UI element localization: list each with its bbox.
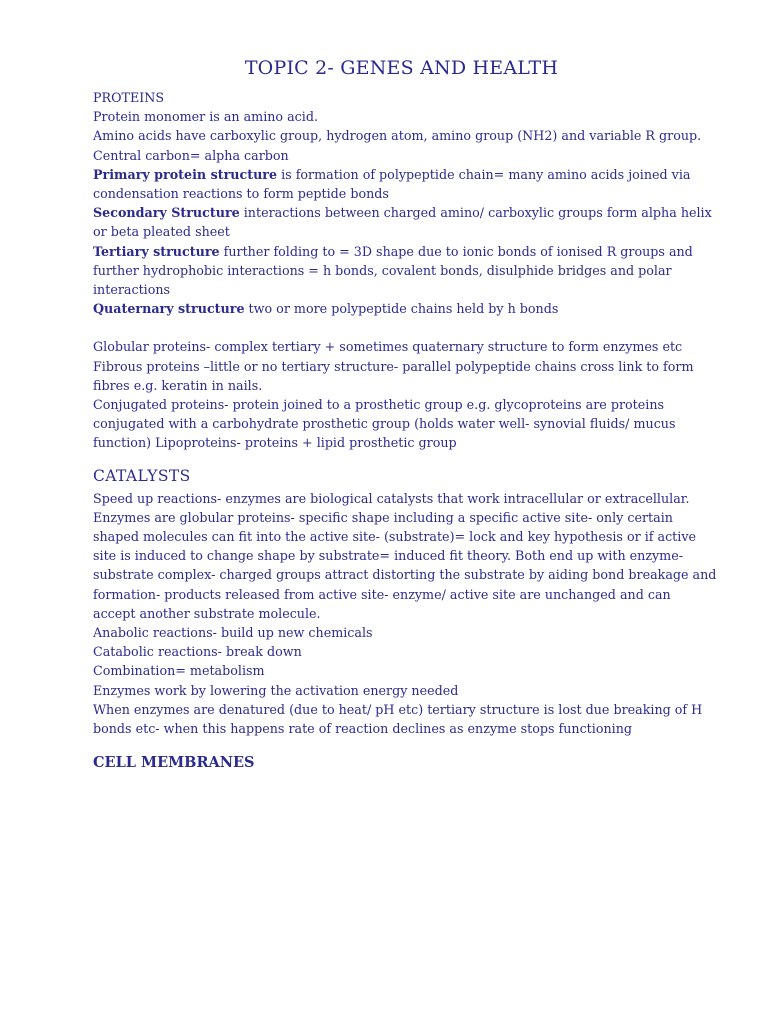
primary-structure-line bbox=[93, 165, 710, 184]
proteins-section bbox=[93, 88, 710, 453]
catalysts-line: Anabolic reactions- build up new chemicals bbox=[93, 625, 373, 641]
proteins-line: Amino acids have carboxylic group, hydrogen atom, amino group (NH2) and variable R group. bbox=[93, 128, 702, 144]
catalysts-line: formation- products released from active site- enzyme/ active site are unchanged and can bbox=[93, 586, 671, 602]
catalysts-line: Catabolic reactions- break down bbox=[93, 644, 302, 660]
quaternary-structure-text: two or more polypeptide chains held by h bonds bbox=[244, 301, 559, 317]
protein-types-line: conjugated with a carbohydrate prosthetic group (holds water well- synovial fluids/ mucus bbox=[93, 416, 676, 432]
catalysts-line: substrate complex- charged groups attract distorting the substrate by aiding bond breakage and bbox=[93, 567, 717, 583]
cell-membranes-heading: CELL MEMBRANES bbox=[93, 754, 255, 772]
proteins-heading: PROTEINS bbox=[93, 90, 165, 105]
catalysts-line: accept another substrate molecule. bbox=[93, 605, 321, 621]
catalysts-line: Enzymes work by lowering the activation energy needed bbox=[93, 682, 459, 698]
tertiary-structure-text: further folding to = 3D shape due to ionic bonds of ionised R groups and bbox=[219, 243, 693, 259]
secondary-structure-text: interactions between charged amino/ carboxylic groups form alpha helix bbox=[239, 205, 712, 221]
catalysts-heading: CATALYSTS bbox=[93, 466, 191, 485]
catalysts-line: Speed up reactions- enzymes are biological catalysts that work intracellular or extracellular. bbox=[93, 490, 690, 506]
paragraph-gap bbox=[93, 318, 710, 337]
protein-types-line: Fibrous proteins –little or no tertiary structure- parallel polypeptide chains cross link to form bbox=[93, 358, 694, 374]
tertiary-structure-line bbox=[93, 242, 710, 261]
protein-types-line: Conjugated proteins- protein joined to a prosthetic group e.g. glycoproteins are proteins bbox=[93, 397, 665, 413]
tertiary-structure-line-2: further hydrophobic interactions = h bonds, covalent bonds, disulphide bridges and polar bbox=[93, 262, 672, 278]
secondary-structure-line bbox=[93, 203, 710, 222]
secondary-structure-term: Secondary Structure bbox=[93, 205, 240, 221]
secondary-structure-line-2: or beta pleated sheet bbox=[93, 224, 230, 240]
primary-structure-term: Primary protein structure bbox=[93, 166, 278, 182]
catalysts-line: site is induced to change shape by substrate= induced fit theory. Both end up with enzyme- bbox=[93, 548, 684, 564]
quaternary-structure-line bbox=[93, 299, 710, 318]
proteins-line: Central carbon= alpha carbon bbox=[93, 147, 289, 163]
tertiary-structure-line-3: interactions bbox=[93, 282, 171, 298]
protein-types-line: function) Lipoproteins- proteins + lipid prosthetic group bbox=[93, 435, 457, 451]
primary-structure-line-2: condensation reactions to form peptide bonds bbox=[93, 186, 389, 202]
protein-types-line: fibres e.g. keratin in nails. bbox=[93, 377, 263, 393]
page-title: TOPIC 2- GENES AND HEALTH bbox=[244, 57, 559, 79]
quaternary-structure-term: Quaternary structure bbox=[93, 301, 245, 317]
catalysts-line: shaped molecules can fit into the active site- (substrate)= lock and key hypothesis or if active bbox=[93, 529, 697, 545]
catalysts-line: Enzymes are globular proteins- specific shape including a specific active site- only certain bbox=[93, 509, 673, 525]
catalysts-line: bonds etc- when this happens rate of reaction declines as enzyme stops functioning bbox=[93, 721, 632, 737]
catalysts-line: Combination= metabolism bbox=[93, 663, 265, 679]
catalysts-section bbox=[93, 489, 717, 739]
proteins-line: Protein monomer is an amino acid. bbox=[93, 109, 318, 125]
catalysts-line: When enzymes are denatured (due to heat/ pH etc) tertiary structure is lost due breaking of H bbox=[93, 701, 703, 717]
tertiary-structure-term: Tertiary structure bbox=[93, 243, 220, 259]
primary-structure-text: is formation of polypeptide chain= many amino acids joined via bbox=[277, 166, 691, 182]
protein-types-line: Globular proteins- complex tertiary + sometimes quaternary structure to form enzymes etc bbox=[93, 339, 683, 355]
